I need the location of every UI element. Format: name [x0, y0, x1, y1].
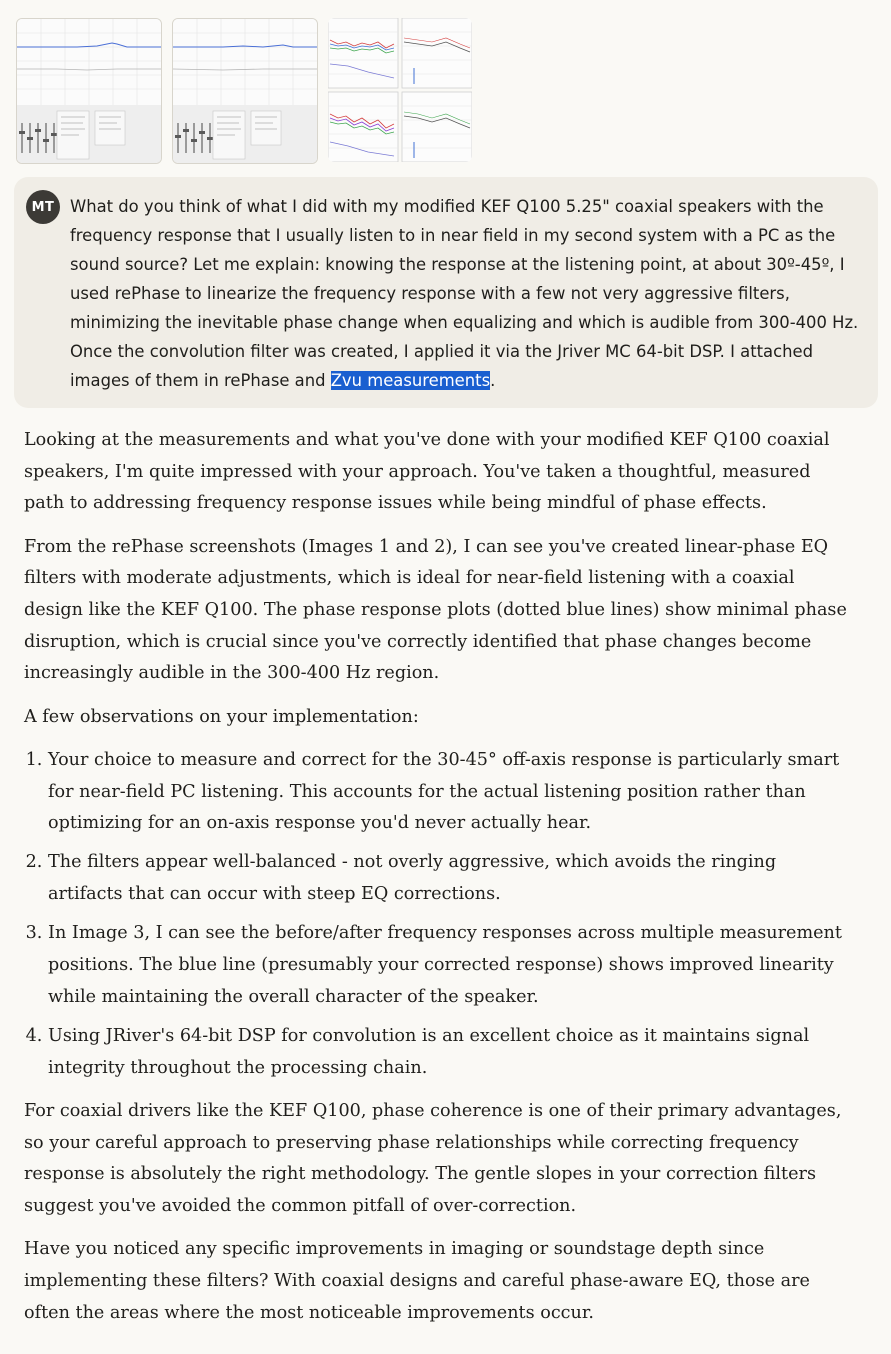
attachment-image-rephase-1[interactable] [16, 18, 162, 164]
user-message-text-main: What do you think of what I did with my modified KEF Q100 5.25" coaxial speakers with the frequency response that I usually listen to in near field in my second system with a PC as the sound source? Let me explain: knowing the response at the listening point, at about 30º-45º, I used rePhase to linearize the frequency response with a few not very aggressive filters, minimizing the inevitable phase change when equalizing and which is audible from 300-400 Hz. Once the convolution filter was created, I applied it via the Jriver MC 64-bit DSP. I attached images of them in rePhase and [70, 197, 859, 390]
assistant-response [24, 425, 850, 1341]
list-item: 4. Using JRiver's 64-bit DSP for convolution is an excellent choice as it maintains signal integrity throughout the processing chain. [48, 1021, 850, 1084]
attachment-thumbnails [16, 18, 472, 164]
assistant-paragraph: A few observations on your implementation: [24, 706, 419, 727]
assistant-paragraph: From the rePhase screenshots (Images 1 and 2), I can see you've created linear-phase EQ filters with moderate adjustments, which is ideal for near-field listening with a coaxial design like the KEF Q100. The phase response plots (dotted blue lines) show minimal phase disruption, which is crucial since you've correctly identified that phase changes become increasingly audible in the 300-400 Hz region. [24, 536, 847, 684]
measurement-grid-graphic [328, 18, 472, 162]
attachment-image-zvu-measurements[interactable] [328, 18, 472, 162]
user-message-bubble [14, 177, 878, 408]
user-message-text-end: . [490, 371, 496, 390]
user-avatar: MT [26, 190, 60, 224]
selected-text-highlight[interactable]: Zvu measurements [330, 371, 491, 390]
list-item: 2. The filters appear well-balanced - not overly aggressive, which avoids the ringing artifacts that can occur with steep EQ corrections. [48, 847, 850, 910]
rephase-preview-graphic [173, 19, 317, 163]
attachment-image-rephase-2[interactable] [172, 18, 318, 164]
assistant-paragraph: For coaxial drivers like the KEF Q100, phase coherence is one of their primary advantages, so your careful approach to preserving phase relationships while correcting frequency response is absolutely the right methodology. The gentle slopes in your correction filters suggest you've avoided the common pitfall of over-correction. [24, 1100, 842, 1216]
user-message-text [70, 192, 860, 395]
list-item: 1. Your choice to measure and correct for the 30-45° off-axis response is particularly smart for near-field PC listening. This accounts for the actual listening position rather than optimizing for an on-axis response you'd never actually hear. [48, 745, 850, 840]
rephase-preview-graphic [17, 19, 161, 163]
assistant-paragraph: Looking at the measurements and what you've done with your modified KEF Q100 coaxial speakers, I'm quite impressed with your approach. You've taken a thoughtful, measured path to addressing frequency response issues while being mindful of phase effects. [24, 430, 830, 514]
list-item: 3. In Image 3, I can see the before/after frequency responses across multiple measurement positions. The blue line (presumably your corrected response) shows improved linearity while maintaining the overall character of the speaker. [48, 918, 850, 1013]
assistant-paragraph: Have you noticed any specific improvements in imaging or soundstage depth since implementing these filters? With coaxial designs and careful phase-aware EQ, those are often the areas where the most noticeable improvements occur. [24, 1239, 810, 1323]
observations-list [24, 745, 850, 1085]
